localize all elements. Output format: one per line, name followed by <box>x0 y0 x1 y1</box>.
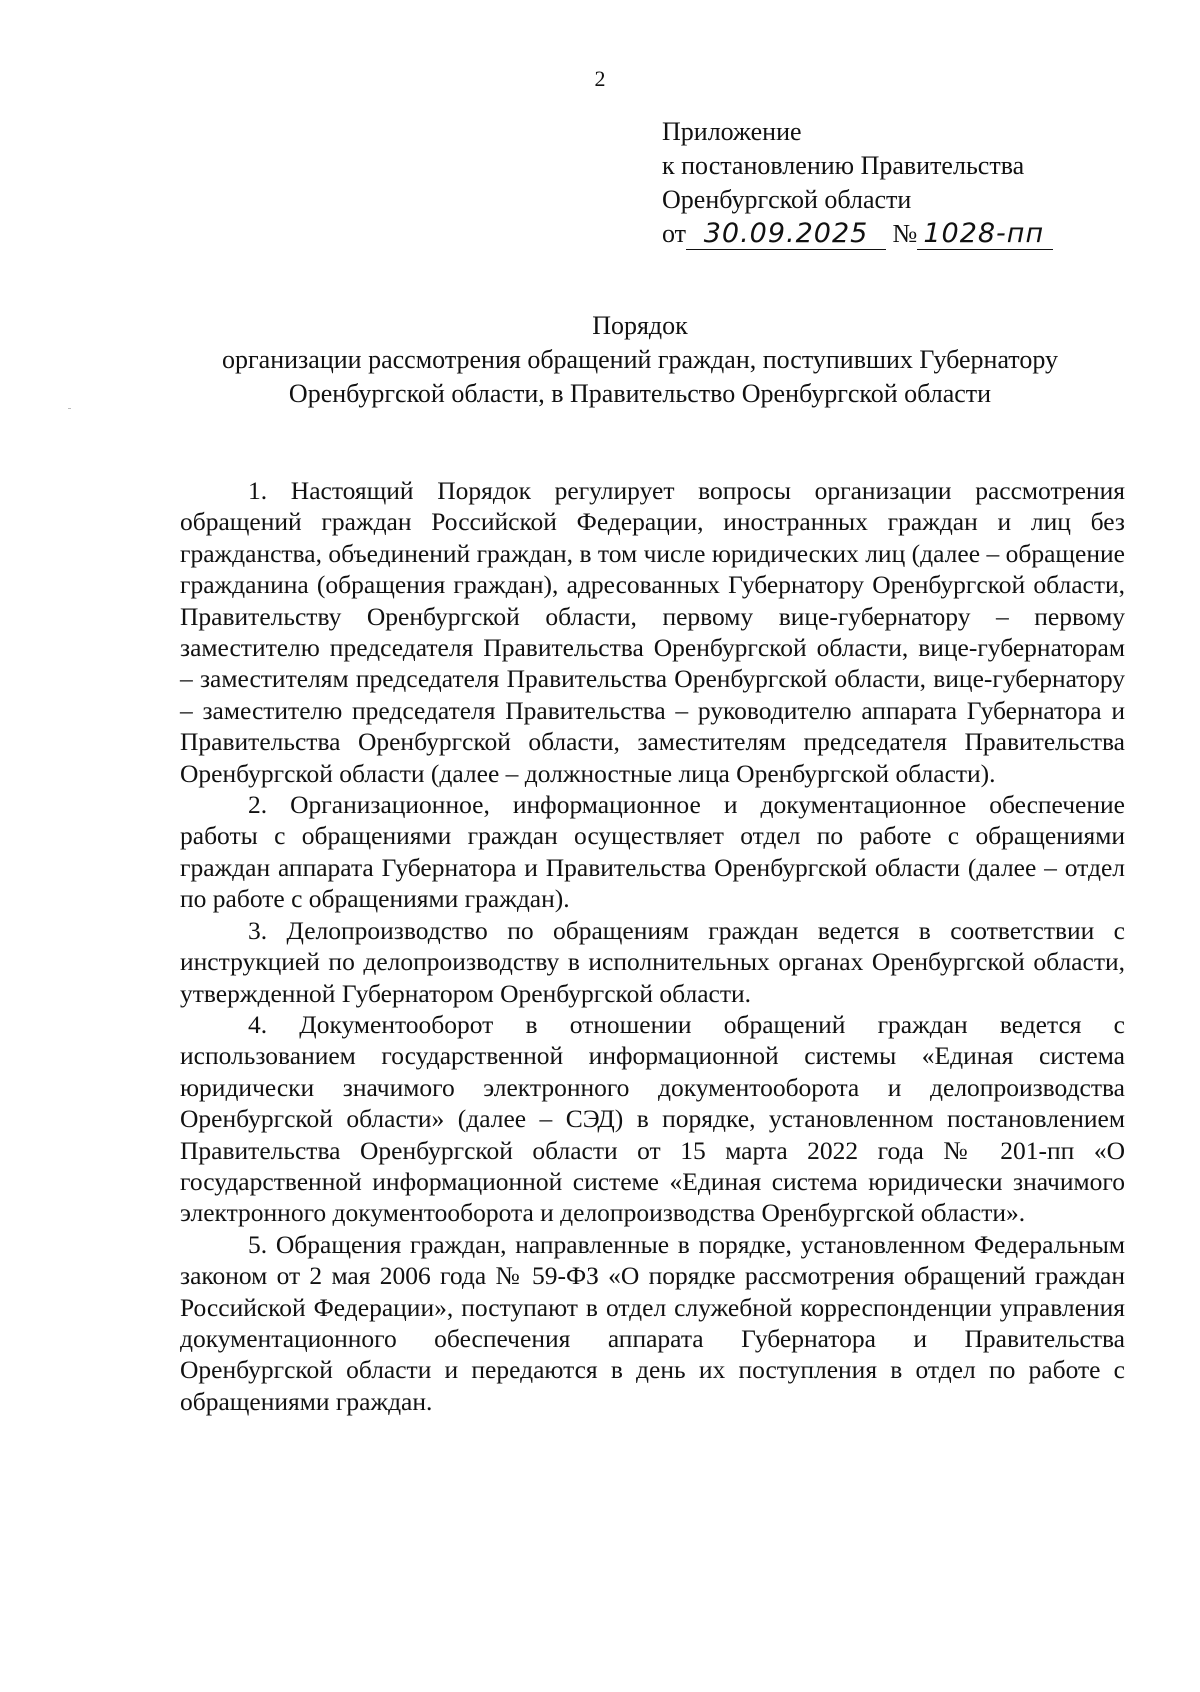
paragraph-4: 4. Документооборот в отношении обращений граждан ведется с использованием государственной информационной системы «Единая система юридически значимого электронного документооборота и делопроизводства Оренбургской области» (далее – СЭД) в порядке, установленном постановлением Правительства Оренбургской области от 15 марта 2022 года № 201-пп «О государственной информационной системе «Единая система юридически значимого электронного документооборота и делопроизводства Оренбургской области». <box>180 1009 1125 1228</box>
title-heading: Порядок <box>592 311 688 340</box>
handwritten-number: 1028-пп <box>917 219 1053 250</box>
paragraph-1: 1. Настоящий Порядок регулирует вопросы организации рассмотрения обращений граждан Российской Федерации, иностранных граждан и лиц без гражданства, объединений граждан, в том числе юридических лиц (далее – обращение гражданина (обращения граждан), адресованных Губернатору Оренбургской области, Правительству Оренбургской области, первому вице-губернатору – первому заместителю председателя Правительства Оренбургской области, вице-губернаторам – заместителям председателя Правительства Оренбургской области, вице-губернатору – заместителю председателя Правительства – руководителю аппарата Губернатора и Правительства Оренбургской области, заместителям председателя Правительства Оренбургской области (далее – должностные лица Оренбургской области). <box>180 476 1125 788</box>
paragraph-5: 5. Обращения граждан, направленные в порядке, установленном Федеральным законом от 2 мая 2006 года № 59-ФЗ «О порядке рассмотрения обращений граждан Российской Федерации», поступают в отдел служебной корреспонденции управления документационного обеспечения аппарата Губернатора и Правительства Оренбургской области и передаются в день их поступления в отдел по работе с обращениями граждан. <box>180 1229 1125 1416</box>
title-subheading-line-1: организации рассмотрения обращений граждан, поступивших Губернатору <box>222 345 1058 374</box>
appendix-date-number-line <box>662 217 1162 251</box>
appendix-header <box>662 115 1162 251</box>
document-title <box>150 309 1130 411</box>
paragraph-3: 3. Делопроизводство по обращениям граждан ведется в соответствии с инструкцией по делопроизводству в исполнительных органах Оренбургской области, утвержденной Губернатором Оренбургской области. <box>180 915 1125 1008</box>
date-prefix: от <box>662 219 687 248</box>
number-prefix: № <box>892 219 918 248</box>
paragraph-2: 2. Организационное, информационное и документационное обеспечение работы с обращениями граждан осуществляет отдел по работе с обращениями граждан аппарата Губернатора и Правительства Оренбургской области (далее – отдел по работе с обращениями граждан). <box>180 790 1125 914</box>
appendix-resolution-ref: к постановлению Правительства <box>662 151 1025 180</box>
appendix-region: Оренбургской области <box>662 185 912 214</box>
title-subheading-line-2: Оренбургской области, в Правительство Оренбургской области <box>288 379 992 408</box>
appendix-label: Приложение <box>662 117 802 146</box>
scan-artifact <box>68 408 71 409</box>
page-number: 2 <box>594 66 606 91</box>
document-body <box>180 475 1125 1417</box>
handwritten-date: 30.09.2025 <box>686 219 886 250</box>
